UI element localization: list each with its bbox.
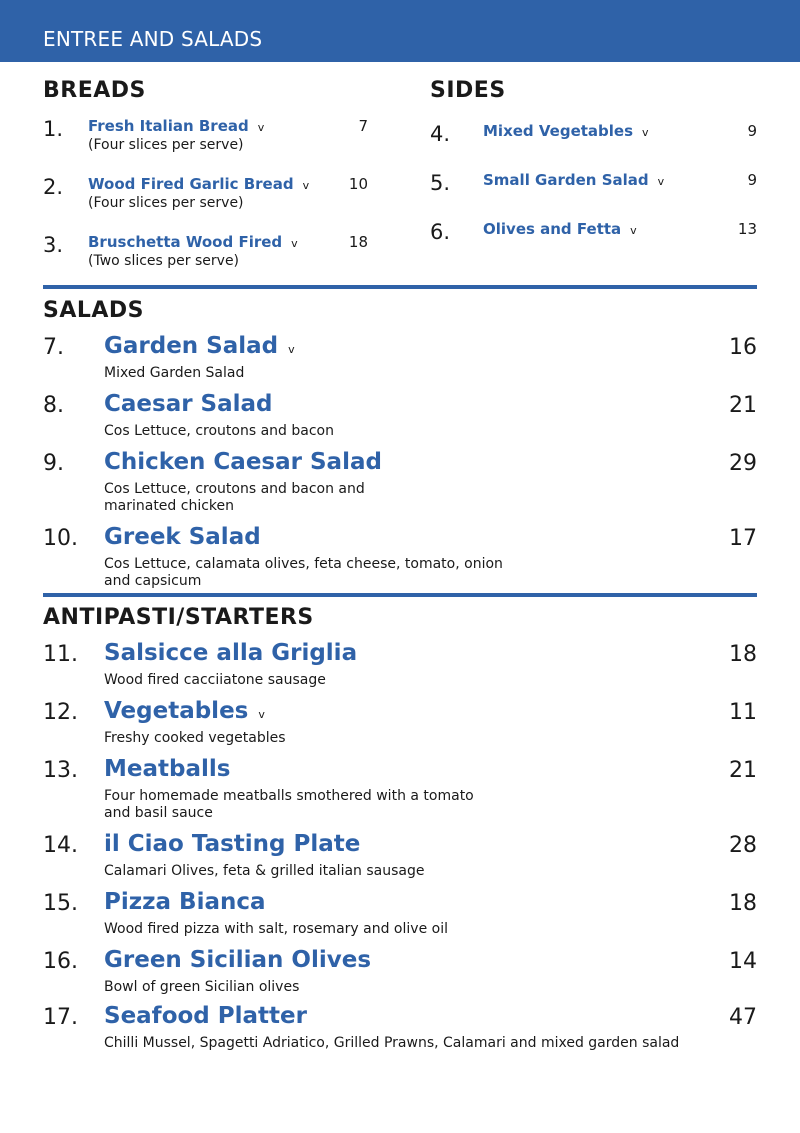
item-name: Meatballs [104, 756, 231, 782]
item-name: Seafood Platter [104, 1003, 307, 1029]
vegetarian-marker: v [657, 175, 665, 188]
item-name: Salsicce alla Griglia [104, 640, 358, 666]
vegetarian-marker: v [630, 224, 637, 237]
item-price: 10 [348, 175, 368, 193]
page-title: ENTREE AND SALADS [43, 27, 263, 51]
menu-item [430, 122, 757, 148]
item-price: 18 [729, 891, 757, 916]
item-name: Wood Fired Garlic Bread v [88, 175, 310, 193]
menu-item [43, 233, 368, 273]
item-number: 8. [43, 393, 64, 418]
item-name: Chicken Caesar Salad [104, 449, 382, 475]
header-bar [0, 0, 800, 62]
item-description: (Four slices per serve) [88, 137, 244, 153]
section-divider [43, 285, 757, 289]
item-description: Wood fired cacciiatone sausage [104, 672, 326, 688]
item-price: 16 [729, 335, 757, 360]
item-description: (Four slices per serve) [88, 195, 244, 211]
item-description: Four homemade meatballs smothered with a tomato and basil sauce [104, 788, 474, 821]
item-number: 9. [43, 451, 64, 476]
vegetarian-marker: v [642, 126, 649, 139]
antipasti-heading: ANTIPASTI/STARTERS [43, 605, 314, 630]
item-number: 17. [43, 1005, 78, 1030]
item-number: 11. [43, 642, 78, 667]
salads-heading: SALADS [43, 298, 145, 323]
item-name: Green Sicilian Olives [104, 947, 372, 973]
section-divider [43, 593, 757, 597]
item-description: (Two slices per serve) [88, 253, 240, 269]
vegetarian-marker: v [258, 708, 265, 721]
item-number: 12. [43, 700, 78, 725]
item-number: 4. [430, 122, 451, 146]
menu-item [43, 117, 368, 157]
item-name: Greek Salad [104, 524, 261, 550]
item-price: 28 [729, 833, 757, 858]
item-name: Bruschetta Wood Fired v [88, 233, 298, 251]
item-number: 2. [43, 175, 64, 199]
item-number: 5. [430, 171, 451, 195]
item-description: Chilli Mussel, Spagetti Adriatico, Grilled Prawns, Calamari and mixed garden salad [104, 1035, 680, 1051]
item-name: il Ciao Tasting Plate [104, 831, 361, 857]
menu-item [430, 220, 757, 246]
breads-heading: BREADS [43, 78, 146, 103]
item-name: Fresh Italian Bread v [88, 117, 265, 135]
vegetarian-marker: v [257, 121, 265, 134]
item-price: 7 [358, 117, 368, 135]
item-price: 47 [729, 1005, 757, 1030]
item-description: Freshy cooked vegetables [104, 730, 286, 746]
item-price: 18 [729, 642, 757, 667]
item-description: Mixed Garden Salad [104, 365, 245, 381]
item-number: 15. [43, 891, 78, 916]
vegetarian-marker: v [288, 343, 295, 356]
item-number: 1. [43, 117, 64, 141]
item-description: Bowl of green Sicilian olives [104, 979, 300, 995]
item-name: Caesar Salad [104, 391, 273, 417]
item-number: 3. [43, 233, 64, 257]
item-name: Garden Salad v [104, 333, 295, 359]
item-description: Calamari Olives, feta & grilled italian sausage [104, 863, 425, 879]
item-price: 13 [737, 220, 757, 238]
item-number: 6. [430, 220, 451, 244]
item-number: 14. [43, 833, 78, 858]
item-price: 29 [729, 451, 757, 476]
vegetarian-marker: v [302, 179, 310, 192]
item-name: Mixed Vegetables v [483, 122, 649, 140]
item-price: 9 [747, 171, 757, 189]
item-price: 21 [729, 393, 757, 418]
item-name: Small Garden Salad v [483, 171, 665, 189]
menu-item [43, 175, 368, 215]
item-price: 9 [747, 122, 757, 140]
item-price: 14 [729, 949, 757, 974]
item-number: 7. [43, 335, 64, 360]
item-description: Wood fired pizza with salt, rosemary and olive oil [104, 921, 448, 937]
item-description: Cos Lettuce, croutons and bacon and marinated chicken [104, 481, 365, 514]
item-price: 17 [729, 526, 757, 551]
item-description: Cos Lettuce, calamata olives, feta cheese, tomato, onion and capsicum [104, 556, 503, 589]
sides-heading: SIDES [430, 78, 506, 103]
item-name: Olives and Fetta v [483, 220, 637, 238]
vegetarian-marker: v [291, 237, 298, 250]
item-description: Cos Lettuce, croutons and bacon [104, 423, 334, 439]
menu-item [430, 171, 757, 197]
item-number: 10. [43, 526, 78, 551]
item-price: 21 [729, 758, 757, 783]
item-number: 13. [43, 758, 78, 783]
item-price: 18 [348, 233, 368, 251]
item-number: 16. [43, 949, 78, 974]
item-name: Pizza Bianca [104, 889, 266, 915]
item-name: Vegetables v [104, 698, 265, 724]
item-price: 11 [729, 700, 757, 725]
